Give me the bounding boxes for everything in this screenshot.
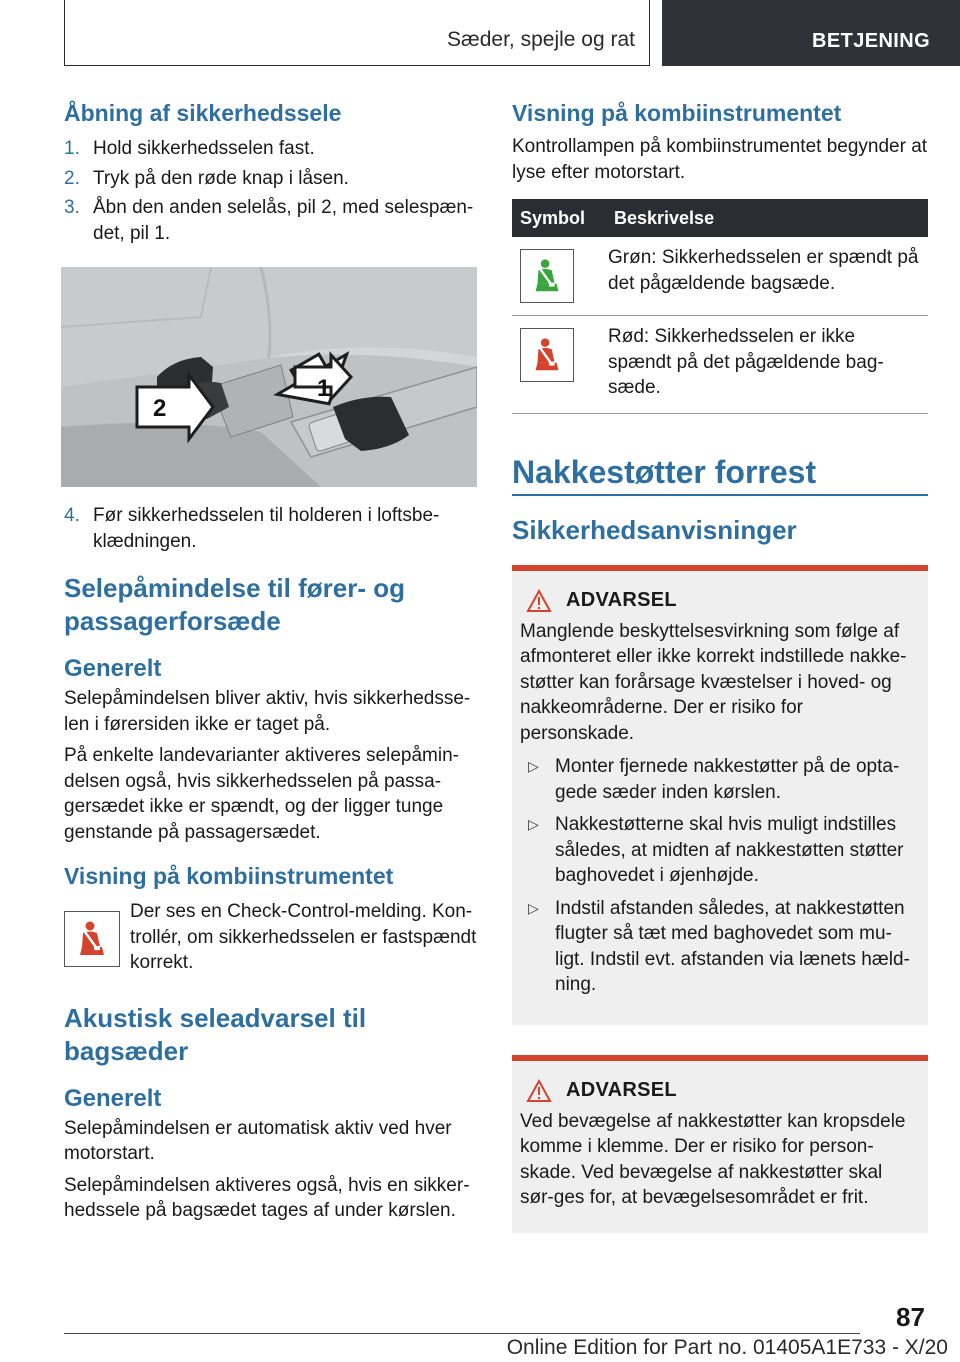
- general-heading-2: Generelt: [64, 1084, 162, 1112]
- table-cell-description: Grøn: Sikkerhedsselen er spændt på det pågældende bagsæde.: [606, 237, 928, 316]
- list-item: 4. Før sikkerhedsselen til holderen i loftsbe-klædningen.: [64, 505, 440, 552]
- general2-paragraph-2: Selepåmindelsen aktiveres også, hvis en sikker-hedssele på bagsædet tages af under kørslen.: [64, 1174, 470, 1221]
- seatbelt-green-icon: [520, 249, 574, 303]
- section-title: Sæder, spejle og rat: [447, 28, 635, 51]
- edition-note: Online Edition for Part no. 01405A1E733 - X/20: [506, 1336, 948, 1359]
- warning-box-1: [512, 565, 928, 1025]
- photo-label-2: 2: [153, 395, 167, 422]
- warning-box-2: [512, 1055, 928, 1233]
- chapter-tab: [662, 0, 960, 66]
- general-heading: Generelt: [64, 655, 162, 682]
- seatbelt-red-icon: [520, 328, 574, 382]
- photo-label-1: 1: [317, 375, 331, 402]
- warning-text: Ved bevægelse af nakkestøtter kan kropsdele komme i klemme. Der er risiko for person-skade. Ved bevægelse af nakkestøtter skal sør-ges for, at bevægelsesområdet er frit.: [520, 1110, 906, 1208]
- warning-label: ADVARSEL: [566, 1079, 677, 1101]
- bullet-triangle-icon: ▷: [528, 758, 539, 774]
- buckle-illustration: [61, 267, 477, 487]
- display-note: [64, 899, 480, 976]
- headrest-heading: Nakkestøtter forrest: [512, 453, 817, 490]
- left-column: [64, 98, 480, 1224]
- bullet-triangle-icon: ▷: [528, 899, 539, 916]
- heading-rule: [512, 494, 928, 496]
- table-row: [512, 237, 928, 316]
- general2-paragraph-1: Selepåmindelsen er automatisk aktiv ved hver motorstart.: [64, 1117, 452, 1164]
- list-item: ▷ Nakkestøtterne skal hvis muligt indstilles således, at midten af nakkestøtten støtter baghovedet i øjenhøjde.: [528, 814, 904, 886]
- safety-heading: Sikkerhedsanvisninger: [512, 514, 797, 545]
- list-item: 1. Hold sikkerhedsselen fast.: [64, 138, 315, 159]
- general-paragraph-1: Selepåmindelsen bliver aktiv, hvis sikkerhedsse-len i førersiden ikke er taget på.: [64, 688, 471, 735]
- column-header-symbol: Symbol: [512, 199, 606, 237]
- list-item: ▷ Monter fjernede nakkestøtter på de opta-gede sæder inden kørslen.: [528, 756, 900, 803]
- list-item: ▷ Indstil afstanden således, at nakkestøtten flugter så tæt med baghovedet som mu-ligt. Indstil evt. afstanden via lænets hæld-ning.: [528, 897, 910, 995]
- symbol-table: [512, 199, 928, 414]
- steps-list-b: [64, 503, 480, 554]
- display-heading-left: Visning på kombiinstrumentet: [64, 863, 394, 889]
- acoustic-heading: Akustisk seleadvarsel til bagsæder: [64, 1002, 367, 1066]
- display-note-text: Der ses en Check-Control-melding. Kon-trollér, om sikkerhedsselen er fastspændt korrekt.: [130, 901, 477, 973]
- table-header-row: [512, 199, 928, 237]
- warning-text: Manglende beskyttelsesvirkning som følge af afmonteret eller ikke korrekt indstillede nakke-støtter kan forårsage kvæstelser i hoved- og nakkeområderne. Der er risiko for personskade.: [520, 620, 907, 744]
- footer-rule: [64, 1333, 860, 1334]
- warning-bullets: [520, 754, 920, 998]
- reminder-heading: Selepåmindelse til fører- og passagerforsæde: [64, 573, 405, 636]
- right-column: [512, 98, 928, 1233]
- steps-list-a: [64, 136, 480, 246]
- general-paragraph-2: På enkelte landevarianter aktiveres selepåmin-delsen også, hvis sikkerhedsselen på passa-gersædet ikke er spændt, og der ligger tunge genstande på passagersædet.: [64, 745, 459, 843]
- open-belt-heading: Åbning af sikkerhedssele: [64, 100, 342, 126]
- display-heading-right: Visning på kombiinstrumentet: [512, 100, 842, 126]
- running-header: [64, 0, 650, 66]
- list-item: 2. Tryk på den røde knap i låsen.: [64, 167, 349, 189]
- table-row: [512, 316, 928, 414]
- seatbelt-warning-icon: [64, 911, 120, 967]
- table-cell-description: Rød: Sikkerhedsselen er ikke spændt på det pågældende bag-sæde.: [606, 316, 928, 414]
- seatbelt-buckle-photo: [61, 267, 477, 487]
- display-paragraph: Kontrollampen på kombiinstrumentet begynder at lyse efter motorstart.: [512, 136, 928, 183]
- chapter-title: BETJENING: [812, 30, 931, 52]
- warning-label: ADVARSEL: [566, 589, 677, 611]
- page-number: 87: [896, 1302, 925, 1332]
- list-item: 3. Åbn den anden selelås, pil 2, med selespæn-det, pil 1.: [64, 197, 474, 244]
- bullet-triangle-icon: ▷: [528, 816, 539, 832]
- warning-triangle-icon: [526, 1079, 552, 1103]
- column-header-description: Beskrivelse: [606, 199, 928, 237]
- warning-triangle-icon: [526, 589, 552, 613]
